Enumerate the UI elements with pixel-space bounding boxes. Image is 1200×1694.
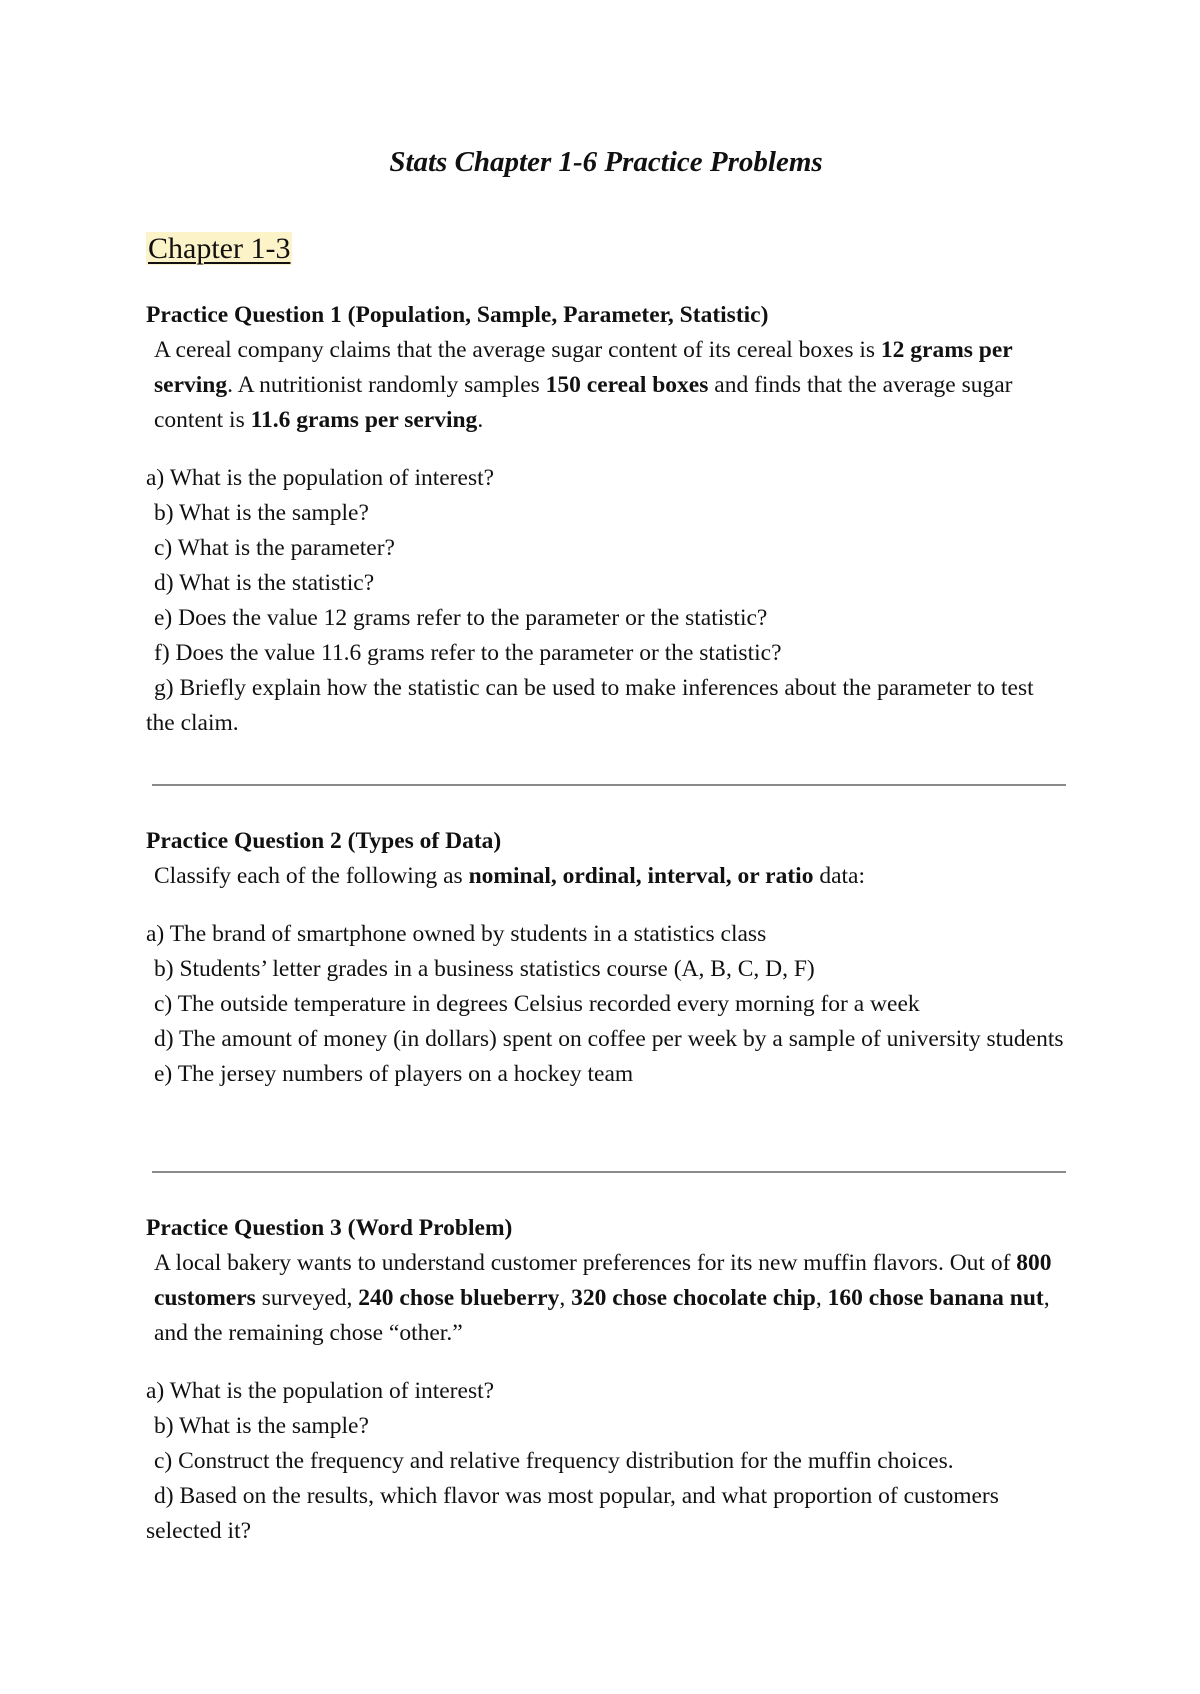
- question-3-intro: [146, 1246, 1066, 1351]
- list-item: g) Briefly explain how the statistic can be used to make inferences about the parameter to test the claim.: [146, 675, 1034, 736]
- list-item: a) What is the population of interest?: [146, 465, 495, 491]
- question-3-list: [146, 1374, 1066, 1549]
- question-1-list: [146, 461, 1066, 741]
- q1-intro-text-3: and finds that the average sugar content is: [154, 372, 1013, 433]
- list-item: c) The outside temperature in degrees Celsius recorded every morning for a week: [154, 991, 920, 1017]
- question-2-title: Practice Question 2 (Types of Data): [146, 828, 502, 854]
- q1-intro-text-2: . A nutritionist randomly samples: [227, 372, 546, 398]
- chapter-heading-text: Chapter 1-3: [148, 232, 291, 265]
- list-item: b) What is the sample?: [154, 1413, 369, 1439]
- list-item: d) The amount of money (in dollars) spent on coffee per week by a sample of university students: [154, 1026, 1064, 1052]
- list-item: d) What is the statistic?: [154, 570, 375, 596]
- q2-intro-text-2: data:: [813, 863, 866, 889]
- q1-intro-text-1: A cereal company claims that the average sugar content of its cereal boxes is: [154, 337, 881, 363]
- q3-intro-bold-2: 240 chose blueberry: [358, 1285, 560, 1311]
- question-3-title: Practice Question 3 (Word Problem): [146, 1215, 513, 1241]
- q1-intro-bold-2: 150 cereal boxes: [545, 372, 709, 398]
- question-2-list: [146, 917, 1066, 1092]
- question-2-section: [146, 824, 1066, 1092]
- question-3-section: [146, 1211, 1066, 1549]
- question-2-intro: [146, 859, 1066, 894]
- q2-intro-text-1: Classify each of the following as: [154, 863, 469, 889]
- question-1-intro: [146, 333, 1066, 438]
- q3-intro-text-4: ,: [815, 1285, 828, 1311]
- q2-intro-bold-1: nominal, ordinal, interval, or ratio: [468, 863, 814, 889]
- question-1-section: [146, 298, 1066, 741]
- section-divider: [152, 1171, 1066, 1173]
- list-item: a) What is the population of interest?: [146, 1378, 495, 1404]
- list-item: a) The brand of smartphone owned by students in a statistics class: [146, 921, 767, 947]
- section-divider: [152, 784, 1066, 786]
- list-item: c) What is the parameter?: [154, 535, 395, 561]
- document-title: Stats Chapter 1-6 Practice Problems: [389, 146, 823, 178]
- q1-intro-bold-3: 11.6 grams per serving: [250, 407, 478, 433]
- list-item: b) Students’ letter grades in a business statistics course (A, B, C, D, F): [154, 956, 815, 982]
- q3-intro-text-1: A local bakery wants to understand customer preferences for its new muffin flavors. Out of: [154, 1250, 1017, 1276]
- q1-intro-text-4: .: [477, 407, 484, 433]
- q3-intro-bold-1: 800 customers: [154, 1250, 1052, 1311]
- q3-intro-bold-3: 320 chose chocolate chip: [571, 1285, 816, 1311]
- q3-intro-text-5: , and the remaining chose “other.”: [154, 1285, 1050, 1346]
- chapter-heading: [146, 232, 292, 266]
- list-item: c) Construct the frequency and relative frequency distribution for the muffin choices.: [154, 1448, 954, 1474]
- q3-intro-text-2: surveyed,: [255, 1285, 359, 1311]
- list-item: d) Based on the results, which flavor was most popular, and what proportion of customers selected it?: [146, 1483, 999, 1544]
- question-1-title: Practice Question 1 (Population, Sample, Parameter, Statistic): [146, 302, 769, 328]
- list-item: e) The jersey numbers of players on a hockey team: [154, 1061, 634, 1087]
- q3-intro-text-3: ,: [559, 1285, 572, 1311]
- list-item: b) What is the sample?: [154, 500, 369, 526]
- list-item: f) Does the value 11.6 grams refer to the parameter or the statistic?: [154, 640, 782, 666]
- q3-intro-bold-4: 160 chose banana nut: [827, 1285, 1044, 1311]
- q1-intro-bold-1: 12 grams per serving: [154, 337, 1013, 398]
- list-item: e) Does the value 12 grams refer to the parameter or the statistic?: [154, 605, 768, 631]
